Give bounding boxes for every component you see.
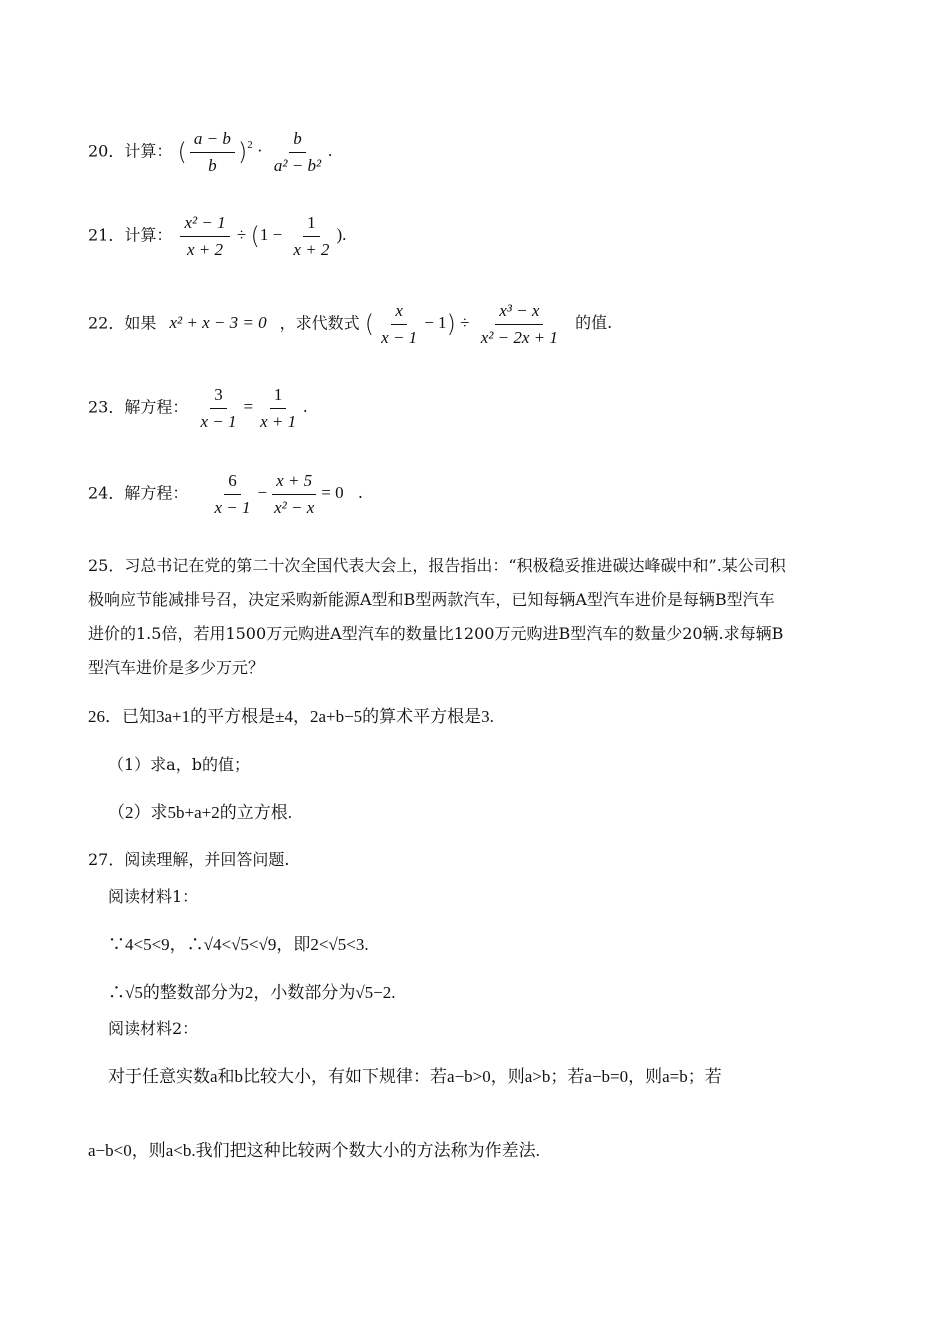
q22-div: ÷ bbox=[460, 313, 470, 333]
q21-div: ÷ bbox=[236, 225, 247, 245]
q23-den1: x − 1 bbox=[200, 412, 237, 431]
q26-part2: （2）求5b+a+2的立方根. bbox=[108, 803, 292, 822]
q25-line3: 进价的1.5倍，若用1500万元购进A型汽车的数量比1200万元购进B型汽车的数量少20辆.求每辆B bbox=[88, 624, 784, 643]
q22-label: 22．如果 bbox=[88, 313, 157, 333]
q23-num1: 3 bbox=[210, 384, 227, 409]
q24-den1: x − 1 bbox=[214, 498, 251, 517]
question-22 bbox=[88, 300, 612, 349]
q21-expression: $\frac{\text{x² − 1}}{x + 2}$ ÷ (1 − $\frac{1}{x + 2}$ ). bbox=[177, 225, 346, 244]
q21-label: 21．计算： bbox=[88, 225, 173, 245]
material-2-line1: 对于任意实数a和b比较大小，有如下规律：若a−b>0，则a>b；若a−b=0，则a=b；若 bbox=[108, 1067, 722, 1086]
material-1-heading: 阅读材料1： bbox=[108, 887, 199, 906]
q24-num1: 6 bbox=[224, 470, 241, 495]
q26-part1: （1）求a，b的值； bbox=[108, 755, 250, 774]
q23-den2: x + 1 bbox=[260, 412, 297, 431]
q24-label: 24．解方程： bbox=[88, 483, 189, 503]
q20-expression: ( $\frac{a - b}{b}$ )$^2$ · $\frac{b}{\text{a² − b²}}$ . bbox=[177, 129, 333, 175]
q25-line4: 型汽车进价是多少万元？ bbox=[88, 658, 265, 677]
q20-num1: a − b bbox=[190, 128, 235, 153]
material-1-line1: ∵4<5<9，∴√4<√5<√9，即2<√5<3. bbox=[108, 935, 369, 954]
q21-one: 1 − bbox=[259, 225, 283, 245]
q20-end: . bbox=[328, 141, 333, 161]
q21-den1: x + 2 bbox=[187, 240, 224, 259]
q23-num2: 1 bbox=[270, 384, 287, 409]
question-26: 26．已知3a+1的平方根是±4，2a+b−5的算术平方根是3. bbox=[88, 707, 494, 726]
q21-num1: x² − 1 bbox=[180, 212, 229, 237]
q24-minus: − bbox=[257, 483, 268, 503]
q23-expression bbox=[193, 385, 308, 431]
q23-end: . bbox=[303, 397, 308, 417]
question-24 bbox=[88, 470, 363, 519]
q22-den1: x − 1 bbox=[381, 328, 418, 347]
q24-end: . bbox=[357, 483, 363, 503]
q24-den2: x² − x bbox=[274, 498, 315, 517]
question-25 bbox=[88, 549, 868, 685]
q25-line2: 极响应节能减排号召，决定采购新能源A型和B型两款汽车，已知每辆A型汽车进价是每辆B型汽车 bbox=[88, 590, 775, 609]
material-1-line2: ∴√5的整数部分为2，小数部分为√5−2. bbox=[108, 983, 396, 1002]
q21-den2: x + 2 bbox=[293, 240, 330, 259]
q24-expression bbox=[207, 471, 347, 517]
question-27: 27．阅读理解，并回答问题. bbox=[88, 850, 290, 869]
q24-num2: x + 5 bbox=[272, 470, 316, 495]
q24-eq: = 0 bbox=[321, 483, 344, 503]
q21-end: ). bbox=[336, 225, 347, 245]
question-23 bbox=[88, 384, 307, 433]
question-21 bbox=[88, 212, 346, 261]
q22-end: 的值. bbox=[575, 313, 613, 333]
q20-den1: b bbox=[208, 156, 217, 175]
material-2-line2: a−b<0，则a<b.我们把这种比较两个数大小的方法称为作差法. bbox=[88, 1141, 540, 1160]
q23-label: 23．解方程： bbox=[88, 397, 189, 417]
q20-num2: b bbox=[289, 128, 306, 153]
q20-label: 20．计算： bbox=[88, 141, 173, 161]
q22-den2: x² − 2x + 1 bbox=[480, 328, 558, 347]
question-20 bbox=[88, 128, 332, 177]
q22-num2: x³ − x bbox=[495, 300, 543, 325]
q25-line1: 25．习总书记在党的第二十次全国代表大会上，报告指出：“积极稳妥推进碳达峰碳中和”.某公司积 bbox=[88, 556, 786, 575]
q22-condition: x² + x − 3 = 0 bbox=[169, 313, 267, 333]
q22-num1: x bbox=[391, 300, 407, 325]
q21-num2: 1 bbox=[303, 212, 320, 237]
q22-minus: − 1 bbox=[424, 313, 447, 333]
q20-exp: 2 bbox=[247, 139, 253, 152]
q22-mid: ，求代数式 bbox=[279, 313, 360, 333]
q23-eq: = bbox=[243, 397, 254, 417]
q20-dot: · bbox=[256, 141, 263, 161]
q22-expression: ( $\frac{x}{x - 1}$ − 1) ÷ $\frac{\text{x³ − x}}{\text{x² − 2x + 1}}$ bbox=[365, 313, 569, 332]
q20-den2: a² − b² bbox=[273, 156, 322, 175]
material-2-heading: 阅读材料2： bbox=[108, 1019, 199, 1038]
